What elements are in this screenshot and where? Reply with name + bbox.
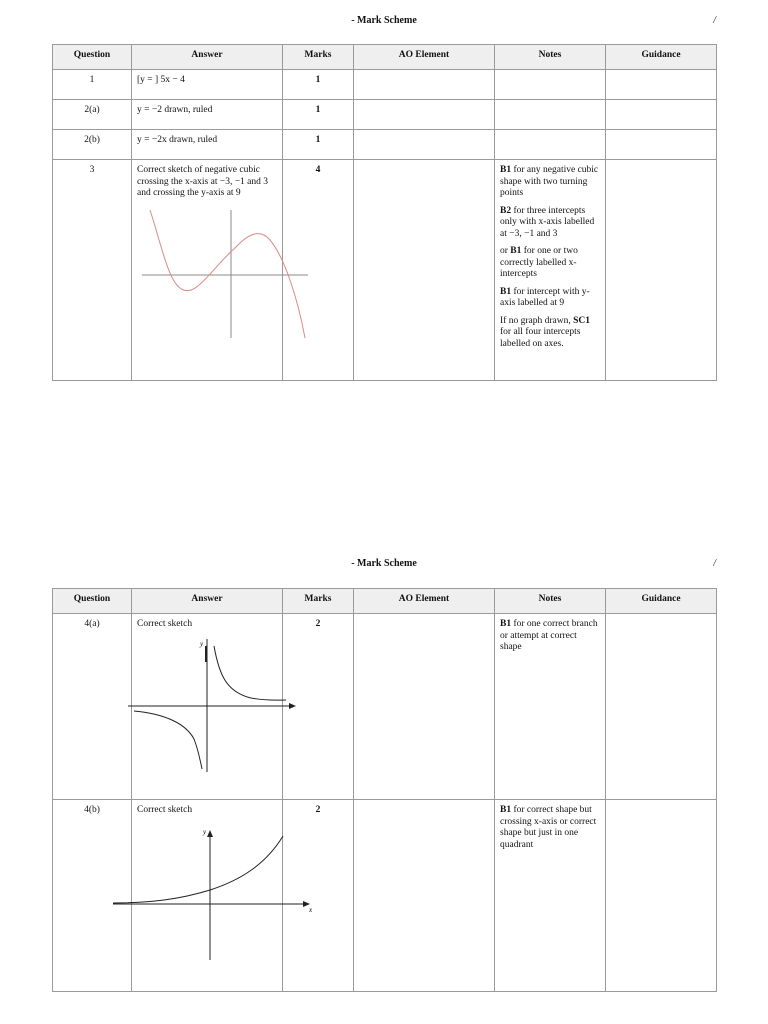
note-line: or B1 for one or two correctly labelled x-intercepts xyxy=(500,246,578,279)
col-answer: Answer xyxy=(132,45,283,70)
table-row xyxy=(53,160,717,381)
exp-curve xyxy=(113,836,283,903)
page-title: - Mark Scheme xyxy=(351,15,417,26)
note-line: B2 for three intercepts only with x-axis labelled at −3, −1 and 3 xyxy=(500,205,595,239)
question-cell: 1 xyxy=(53,70,132,100)
answer-cell: [y = ] 5x − 4 xyxy=(132,70,283,100)
notes-cell xyxy=(495,614,606,800)
lower-branch xyxy=(134,711,202,769)
page-header xyxy=(52,15,716,29)
page-mark: / xyxy=(713,558,716,569)
guidance-cell xyxy=(606,70,717,100)
question-cell: 2(b) xyxy=(53,130,132,160)
question-cell: 2(a) xyxy=(53,100,132,130)
page-header xyxy=(52,558,716,572)
guidance-cell xyxy=(606,160,717,381)
y-axis-label: y xyxy=(203,828,207,836)
marks-cell: 1 xyxy=(283,70,354,100)
page-title: - Mark Scheme xyxy=(351,558,417,569)
question-cell: 4(b) xyxy=(53,800,132,992)
answer-cell xyxy=(132,614,283,800)
marks-cell: 1 xyxy=(283,100,354,130)
table-header-row xyxy=(53,45,717,70)
ao-cell xyxy=(354,100,495,130)
notes-cell xyxy=(495,130,606,160)
mark-scheme-table-1 xyxy=(52,44,717,381)
guidance-cell xyxy=(606,100,717,130)
answer-text: Correct sketch xyxy=(137,805,193,815)
col-question: Question xyxy=(53,589,132,614)
notes-cell xyxy=(495,800,606,992)
col-question: Question xyxy=(53,45,132,70)
reciprocal-sketch xyxy=(126,634,301,779)
upper-branch xyxy=(214,646,286,700)
marks-cell: 1 xyxy=(283,130,354,160)
ao-cell xyxy=(354,70,495,100)
x-axis-arrow xyxy=(289,703,296,709)
col-ao-element: AO Element xyxy=(354,589,495,614)
col-ao-element: AO Element xyxy=(354,45,495,70)
ao-cell xyxy=(354,800,495,992)
question-cell: 4(a) xyxy=(53,614,132,800)
ao-cell xyxy=(354,160,495,381)
guidance-cell xyxy=(606,800,717,992)
table-row xyxy=(53,100,717,130)
notes-cell xyxy=(495,70,606,100)
col-answer: Answer xyxy=(132,589,283,614)
note-line: B1 for one correct branch or attempt at correct shape xyxy=(500,619,598,652)
notes-cell xyxy=(495,100,606,130)
table-row xyxy=(53,70,717,100)
table-row xyxy=(53,800,717,992)
answer-text: Correct sketch of negative cubic crossing the x-axis at −3, −1 and 3 and crossing the y-axis at 9 xyxy=(137,165,269,198)
mark-scheme-table-2 xyxy=(52,588,717,992)
marks-cell: 4 xyxy=(283,160,354,381)
question-cell: 3 xyxy=(53,160,132,381)
answer-cell xyxy=(132,800,313,992)
table-row xyxy=(53,130,717,160)
table-row xyxy=(53,614,717,800)
x-axis-label: x xyxy=(309,906,313,914)
marks-cell: 2 xyxy=(283,614,354,800)
answer-text: Correct sketch xyxy=(137,619,193,629)
table-header-row xyxy=(53,589,717,614)
notes-cell xyxy=(495,160,606,381)
col-marks: Marks xyxy=(283,589,354,614)
marks-cell: 2 xyxy=(283,800,354,992)
guidance-cell xyxy=(606,130,717,160)
answer-cell xyxy=(132,160,283,381)
note-line: If no graph drawn, SC1 for all four intercepts labelled on axes. xyxy=(500,315,590,349)
col-guidance: Guidance xyxy=(606,45,717,70)
ao-cell xyxy=(354,614,495,800)
page-mark: / xyxy=(713,15,716,26)
note-line: B1 for correct shape but crossing x-axis or correct shape but just in one quadrant xyxy=(500,805,597,850)
ao-cell xyxy=(354,130,495,160)
answer-cell: y = −2x drawn, ruled xyxy=(132,130,283,160)
note-line: B1 for intercept with y-axis labelled at 9 xyxy=(500,286,590,308)
y-axis-label: y xyxy=(200,640,204,648)
col-marks: Marks xyxy=(283,45,354,70)
note-line: B1 for any negative cubic shape with two turning points xyxy=(500,165,599,198)
col-notes: Notes xyxy=(495,589,606,614)
guidance-cell xyxy=(606,614,717,800)
col-guidance: Guidance xyxy=(606,589,717,614)
col-notes: Notes xyxy=(495,45,606,70)
exponential-sketch xyxy=(111,822,316,962)
y-axis-arrow xyxy=(207,830,213,837)
answer-cell: y = −2 drawn, ruled xyxy=(132,100,283,130)
